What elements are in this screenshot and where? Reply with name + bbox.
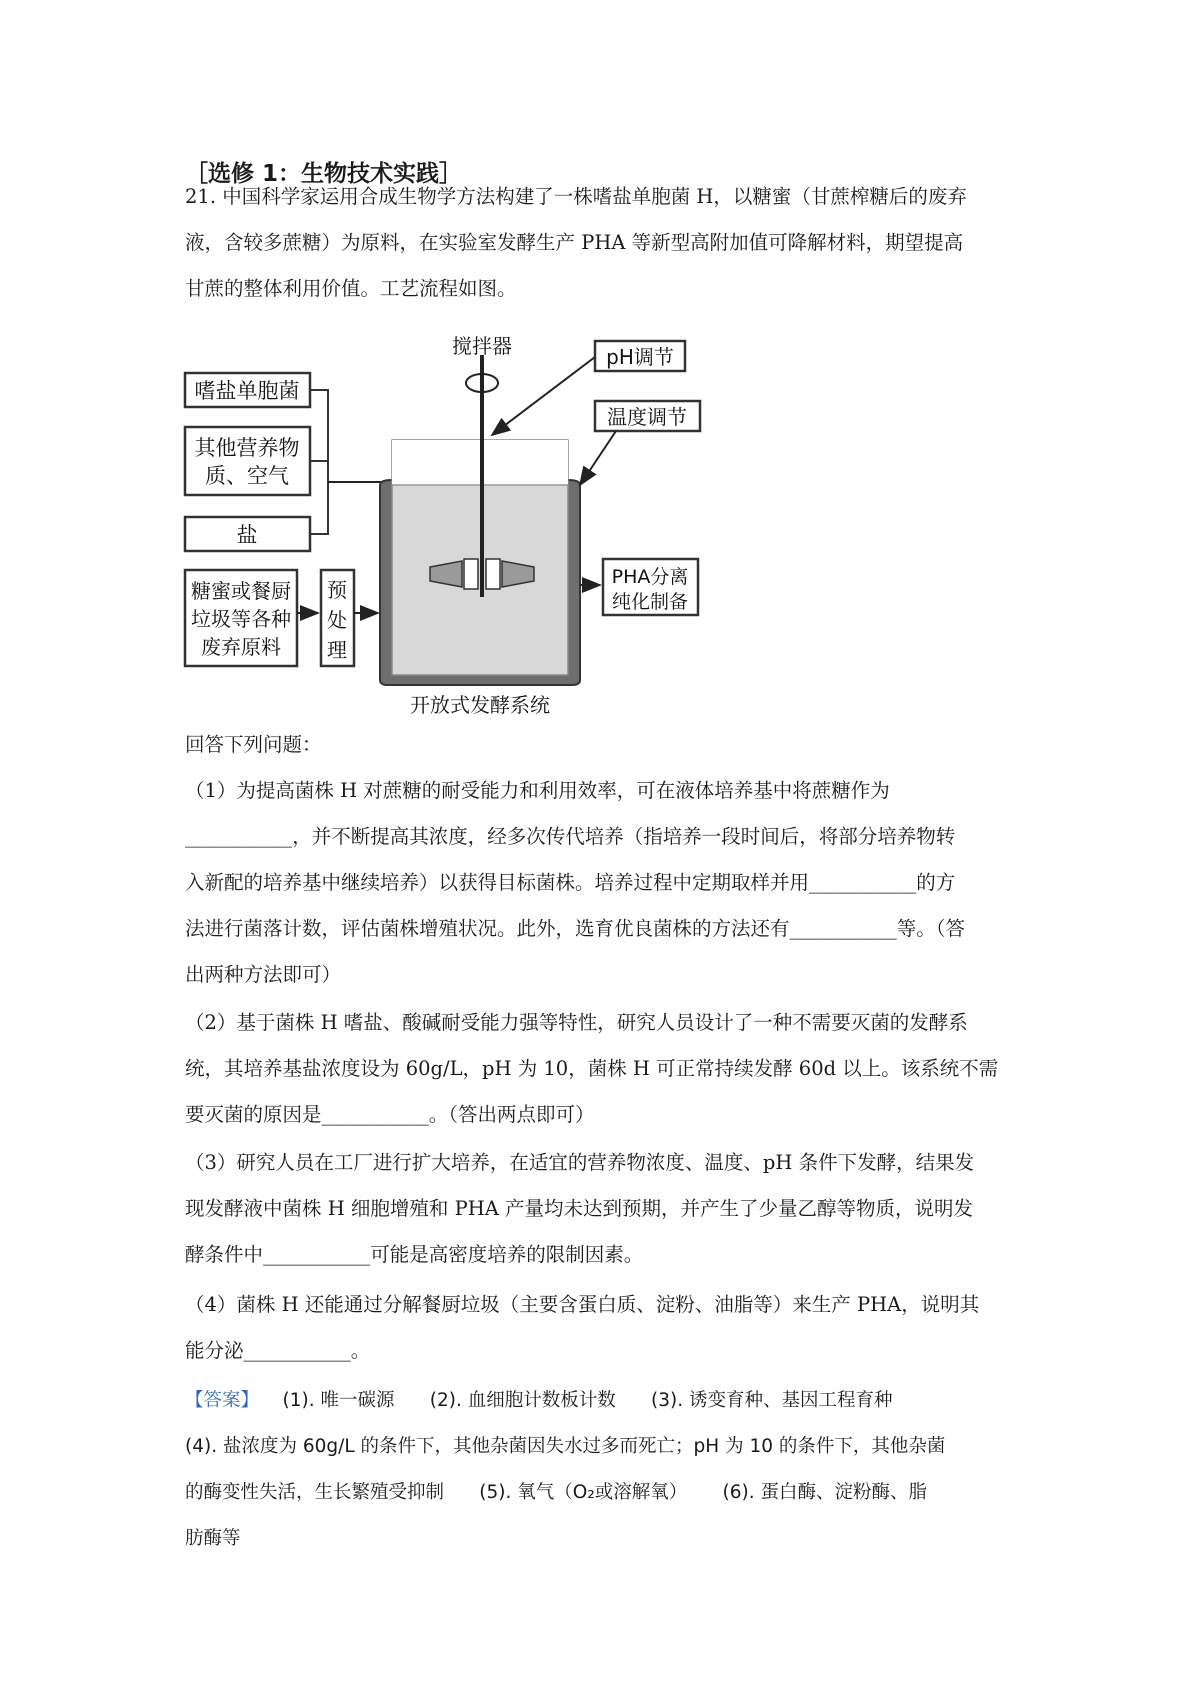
q2-line: （2）基于菌株 H 嗜盐、酸碱耐受能力强等特性，研究人员设计了一种不需要灭菌的发酵系 <box>185 1011 968 1034</box>
question-line: 液，含较多蔗糖）为原料，在实验室发酵生产 PHA 等新型高附加值可降解材料，期望提高 <box>185 231 964 254</box>
ph-label: pH调节 <box>606 345 674 369</box>
temperature-label: 温度调节 <box>607 405 687 429</box>
waste-label-3: 废弃原料 <box>201 635 281 659</box>
fermentation-tank <box>380 355 580 685</box>
section-title: ［选修 1：生物技术实践］ <box>185 161 463 187</box>
q1-line: （1）为提高菌株 H 对蔗糖的耐受能力和利用效率，可在液体培养基中将蔗糖作为 <box>185 779 890 802</box>
q1-line: 法进行菌落计数，评估菌株增殖状况。此外，选育优良菌株的方法还有___________等。（答 <box>185 917 966 940</box>
q3-line: 现发酵液中菌株 H 细胞增殖和 PHA 产量均未达到预期，并产生了少量乙醇等物质，说明发 <box>185 1197 974 1220</box>
q1-line: 出两种方法即可） <box>185 963 342 986</box>
pretreat-label-2: 处 <box>327 608 347 632</box>
bacteria-label: 嗜盐单胞菌 <box>194 379 300 403</box>
pretreat-label-3: 理 <box>327 638 347 662</box>
sub-question-4 <box>185 1282 1025 1374</box>
question-stem <box>185 174 1025 312</box>
q3-line: （3）研究人员在工厂进行扩大培养，在适宜的营养物浓度、温度、pH 条件下发酵，结果发 <box>185 1151 975 1174</box>
pretreat-label-1: 预 <box>327 578 347 602</box>
q1-line: ___________，并不断提高其浓度，经多次传代培养（指培养一段时间后，将部分培养物转 <box>185 825 956 848</box>
answer-line-3: 的酶变性失活，生长繁殖受抑制 (5). 氧气（O₂或溶解氧） (6). 蛋白酶、淀粉酶、脂 <box>185 1482 927 1503</box>
q1-line: 入新配的培养基中继续培养）以获得目标菌株。培养过程中定期取样并用___________的方 <box>185 871 956 894</box>
sub-question-3 <box>185 1140 1025 1278</box>
answer-line-2: (4). 盐浓度为 60g/L 的条件下，其他杂菌因失水过多而死亡；pH 为 10 的条件下，其他杂菌 <box>185 1436 946 1457</box>
sub-question-2 <box>185 1000 1025 1138</box>
stirrer-label: 搅拌器 <box>452 335 512 358</box>
answer-prompt-block <box>185 722 1025 768</box>
waste-label-2: 垃圾等各种 <box>191 607 291 631</box>
nutrients-label-1: 其他营养物 <box>194 436 300 460</box>
pha-label-2: 纯化制备 <box>611 591 689 613</box>
q2-line: 统，其培养基盐浓度设为 60g/L，pH 为 10，菌株 H 可正常持续发酵 60d 以上。该系统不需 <box>185 1057 999 1080</box>
waste-label-1: 糖蜜或餐厨 <box>191 579 291 603</box>
pha-label-1: PHA分离 <box>611 566 689 588</box>
q2-line: 要灭菌的原因是___________。（答出两点即可） <box>185 1103 595 1126</box>
q4-line: （4）菌株 H 还能通过分解餐厨垃圾（主要含蛋白质、淀粉、油脂等）来生产 PHA，说明其 <box>185 1293 980 1316</box>
system-caption: 开放式发酵系统 <box>410 693 550 717</box>
answer-text-1: (1). 唯一碳源 (2). 血细胞计数板计数 (3). 诱变育种、基因工程育种 <box>259 1390 893 1411</box>
answer-prompt: 回答下列问题： <box>185 733 322 756</box>
answer-line-1 <box>185 1378 1025 1424</box>
sub-question-1 <box>185 768 1025 998</box>
answer-block <box>185 1378 1025 1562</box>
question-line: 甘蔗的整体利用价值。工艺流程如图。 <box>185 277 517 300</box>
q4-line: 能分泌___________。 <box>185 1339 371 1362</box>
process-flow-diagram <box>180 335 770 720</box>
answer-line-4: 肪酶等 <box>185 1528 241 1549</box>
nutrients-label-2: 质、空气 <box>205 464 289 488</box>
q3-line: 酵条件中___________可能是高密度培养的限制因素。 <box>185 1243 644 1266</box>
question-line: 21. 中国科学家运用合成生物学方法构建了一株嗜盐单胞菌 H，以糖蜜（甘蔗榨糖后的废弃 <box>185 185 967 208</box>
answer-tag: 【答案】 <box>185 1390 260 1411</box>
salt-label: 盐 <box>236 523 258 547</box>
